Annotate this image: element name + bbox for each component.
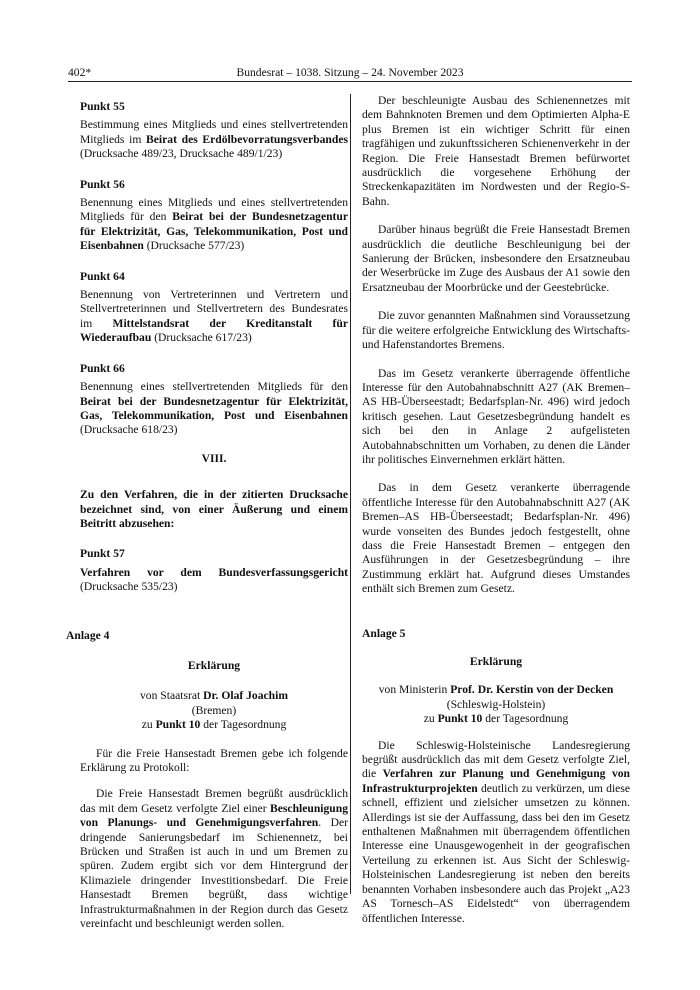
declarant-name: Prof. Dr. Kerstin von der Decken — [450, 683, 614, 697]
item-bold-text: Beirat des Erdölbevorratungsverbandes — [146, 132, 348, 146]
paragraph — [80, 787, 348, 931]
column-rule — [350, 94, 351, 894]
agenda-reference — [362, 712, 630, 726]
item-text: (Drucksache 535/23) — [80, 580, 178, 594]
anlage-5-label: Anlage 5 — [362, 626, 406, 640]
paragraph: Für die Freie Hansestadt Bremen gebe ich folgende Erklärung zu Protokoll: — [80, 746, 348, 774]
paragraph: Der beschleunigte Ausbau des Schienennetzes mit dem Bahnknoten Bremen und dem Optimierten Alpha-E plus Bremen ist ein wichtiger Schritt für einen tragfähigen und zukunftssicheren Schienenverkehr in der Region. Die Freie Hansestadt Bremen befürwortet ausdrücklich die vorgesehene Erhöhung der Streckenkapazitäten im Nordwesten und der Regio-S-Bahn. — [362, 94, 630, 208]
item-body-55 — [80, 118, 348, 161]
section-number: VIII. — [201, 451, 227, 465]
declarant-name: Dr. Olaf Joachim — [203, 689, 289, 703]
item-text: (Drucksache 489/23, Drucksache 489/1/23) — [80, 147, 283, 161]
item-text: (Drucksache 618/23) — [80, 423, 178, 437]
page-header — [68, 66, 632, 82]
declarant-prefix: von Ministerin — [378, 683, 451, 697]
declarant-prefix: von Staatsrat — [139, 689, 204, 703]
paragraph: Das in dem Gesetz verankerte überragende öffentliche Interesse für den Autobahnabschnitt A27 (AK Bremen–AS HB-Überseestadt; Bedarfsplan-Nr. 496) wurde vonseiten des Bundes jedoch festgestellt, ohne dass die Freie Hansestadt Bremen – entgegen den Ausführungen in der Gesetzesbegründung – ihre Zustimmung erklärt hat. Aufgrund dieses Umstandes enthält sich Bremen zum Gesetz. — [362, 481, 630, 596]
item-body-66 — [80, 380, 348, 438]
declarant-line — [362, 683, 630, 697]
item-title-66: Punkt 66 — [80, 361, 125, 375]
item-body-64 — [80, 288, 348, 346]
erklaerung-title: Erklärung — [469, 655, 523, 668]
agenda-reference — [80, 718, 348, 732]
declarant-state: (Bremen) — [191, 703, 237, 717]
paragraph-bold-text: Beschleunigung von Planungs- und Genehmigungsverfahren — [80, 801, 348, 830]
item-bold-text: Beirat bei der Bundesnetzagentur für Elektrizität, Gas, Telekommunikation, Post und Eisenbahnen — [80, 394, 348, 422]
item-title-64: Punkt 64 — [80, 269, 125, 283]
item-bold-text: Beirat bei der Bundesnetzagentur für Elektrizität, Gas, Telekommunikation, Post und Eisenbahnen — [80, 210, 348, 253]
section-text: Zu den Verfahren, die in der zitierten Drucksache bezeichnet sind, von einer Äußerung und einem Beitritt abzusehen: — [80, 488, 348, 530]
item-bold-text: Verfahren vor dem Bundesverfassungsgericht — [80, 565, 348, 579]
paragraph-text: . Der dringende Sanierungsbedarf im Schienennetz, bei Brücken und Straßen ist auch in und um Bremen zu spüren. Zudem ergibt sich vor dem Hintergrund der Klimaziele dringender Investitionsbedarf. Die Freie Hansestadt Bremen begrüßt, dass wichtige Infrastrukturmaßnahmen in der Region durch das Gesetz vereinfacht und beschleunigt werden sollen. — [80, 816, 348, 931]
declarant-state: (Schleswig-Holstein) — [446, 697, 546, 711]
item-text: Benennung von Vertreterinnen und Vertretern und Stellvertreterinnen und Stellvertretern des Bundesrates im — [80, 288, 348, 330]
paragraph — [362, 739, 630, 926]
agenda-prefix: zu — [423, 712, 438, 726]
paragraph: Das im Gesetz verankerte überragende öffentliche Interesse für den Autobahnabschnitt A27 (AK Bremen–AS HB-Überseestadt; Bedarfsplan-Nr. 496) wird jedoch kritisch gesehen. Laut Gesetzesbegründung handelt es sich bei den in Anlage 2 aufgelisteten Autobahnabschnitten um Vorhaben, zu denen die Länder ihr politisches Einvernehmen erklärt hätten. — [362, 366, 630, 466]
paragraph-text: deutlich zu verkürzen, um diese schnell, effizient und zielsicher umsetzen zu können. Allerdings ist sie der Auffassung, dass bei den im Gesetz enthaltenen Maßnahmen mit überragendem öffentlichen Interesse eine Unausgewogenheit in der geografischen Verteilung zu erkennen ist. Aus Sicht der Schleswig-Holsteinischen Landesregierung ist neben den bereits benannten Vorhaben insbesondere auch das Projekt „A23 AS Tornesch–AS Eidelstedt“ von überragendem öffentlichen Interesse. — [362, 781, 630, 925]
paragraph-text: Die Freie Hansestadt Bremen begrüßt ausdrücklich das mit dem Gesetz verfolgte Ziel einer — [80, 787, 348, 815]
item-body-57 — [80, 566, 348, 595]
item-title-57: Punkt 57 — [80, 547, 125, 561]
anlage-4-label: Anlage 4 — [66, 628, 110, 642]
right-column — [362, 94, 630, 926]
agenda-item: Punkt 10 — [155, 718, 201, 732]
agenda-suffix: der Tagesordnung — [200, 718, 287, 732]
left-column — [66, 94, 348, 931]
item-text: Benennung eines stellvertretenden Mitglieds für den — [80, 380, 348, 394]
agenda-item: Punkt 10 — [437, 712, 483, 726]
paragraph-text: Die Schleswig-Holsteinische Landesregierung begrüßt ausdrücklich das mit dem Gesetz verfolgte Ziel, die — [362, 738, 630, 781]
item-title-55: Punkt 55 — [80, 100, 125, 113]
item-text: Bestimmung eines Mitglieds und eines stellvertretenden Mitglieds im — [80, 118, 348, 146]
item-title-56: Punkt 56 — [80, 177, 125, 191]
paragraph: Die zuvor genannten Maßnahmen sind Voraussetzung für die weitere erfolgreiche Entwicklung des Wirtschafts- und Hafenstandortes Bremens. — [362, 309, 630, 352]
header-rule — [68, 81, 632, 82]
paragraph-bold-text: Verfahren zur Planung und Genehmigung von Infrastrukturprojekten — [362, 767, 630, 795]
agenda-prefix: zu — [141, 718, 156, 732]
item-text: (Drucksache 577/23) — [143, 239, 245, 253]
item-text: Benennung eines Mitglieds und eines stellvertretenden Mitglieds für den — [80, 196, 348, 224]
paragraph: Darüber hinaus begrüßt die Freie Hansestadt Bremen ausdrücklich die deutliche Beschleunigung bei der Sanierung der Brücken, insbesondere den Ersatzneubau der Weserbrücke im Zuge des Ausbaus der A1 sowie den Ersatzneubau der Moorbrücke und der Geestebrücke. — [362, 223, 630, 294]
item-body-56 — [80, 196, 348, 254]
running-title: Bundesrat – 1038. Sitzung – 24. November 2023 — [236, 66, 464, 79]
agenda-suffix: der Tagesordnung — [482, 712, 569, 726]
item-text: (Drucksache 617/23) — [151, 331, 252, 345]
page-number: 402* — [68, 66, 92, 79]
declarant-line — [80, 689, 348, 703]
item-bold-text: Mittelstandsrat der Kreditanstalt für Wiederaufbau — [80, 316, 348, 345]
erklaerung-title: Erklärung — [187, 658, 241, 672]
